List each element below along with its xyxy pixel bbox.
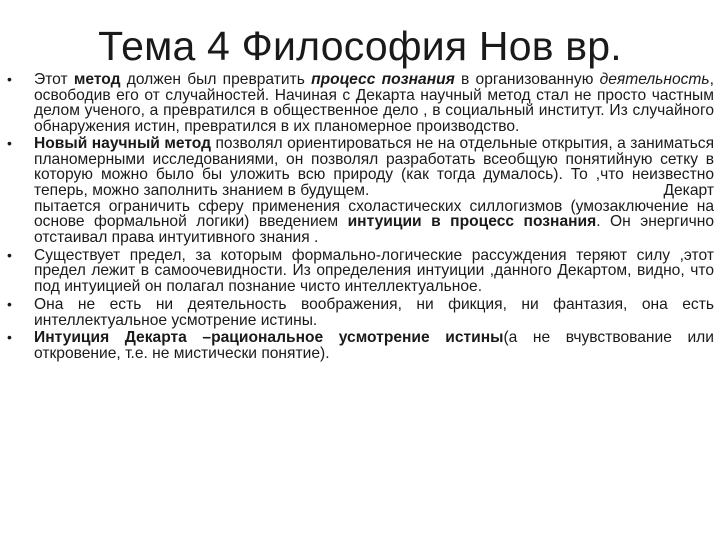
text-run: должен был превратить — [120, 71, 312, 88]
emphasis-activity: деятельность — [599, 71, 710, 88]
bullet-item-5 — [0, 330, 720, 361]
emphasis-intuition: интуиции в процесс познания — [347, 213, 597, 231]
bullet-marker: • — [7, 134, 12, 151]
bullet-item-1 — [0, 72, 720, 135]
bullet-item-3 — [0, 248, 720, 295]
text-run: (а не вчувствование или откровение, т.е. не мистически понятие). — [34, 329, 714, 362]
bullet-marker: • — [7, 329, 12, 346]
text-run: , освободив его от случайностей. Начиная с Декарта научный метод стал не просто частным делом ученого, а превратился в общественное дело , в социальный институт. Из случайного обнаружения истин, превратился в их планомерное производство. — [34, 71, 714, 136]
text-run: Этот — [34, 71, 74, 88]
text-run: позволял ориентироваться не на отдельные открытия, а заниматься планомерными исследованиями, он позволял разработать всеобщую понятийную сетку в которую можно было бы уложить всю природу (как тогда думалось). То ,что неизвестно теперь, можно заполнить знанием в будущем. — [34, 134, 715, 199]
text-run-descartes: Декарт — [663, 181, 714, 199]
bullet-marker: • — [7, 71, 12, 87]
text-run: . Он энергично отстаивал права интуитивного знания . — [34, 213, 714, 247]
text-run: в организованную — [454, 71, 600, 88]
bullet-list — [0, 72, 720, 362]
text-run: Существует предел, за которым формально-логические рассуждения теряют силу ,этот предел лежит в самоочевидности. Из определения интуиции ,данного Декартом, видно, что под интуицией он полагал познание чисто интеллектуальное. — [34, 246, 714, 296]
bullet-item-4 — [0, 297, 720, 328]
emphasis-descartes-intuition: Интуиция Декарта –рациональное усмотрение истины — [34, 329, 504, 347]
emphasis-new-method: Новый научный метод — [34, 134, 211, 152]
bullet-item-2 — [0, 136, 720, 246]
slide-title: Тема 4 Философия Нов вр. — [98, 23, 622, 69]
emphasis-method: метод — [73, 71, 121, 88]
emphasis-cognition-process: процесс познания — [311, 71, 455, 88]
bullet-marker: • — [7, 246, 12, 263]
text-run: Она не есть ни деятельность воображения, ни фикция, ни фантазия, она есть интеллектуальное усмотрение истины. — [34, 295, 714, 329]
bullet-marker: • — [7, 295, 12, 312]
text-run: пытается ограничить сферу применения схоластических силлогизмов (умозаключение на основе формальной логики) введением — [34, 197, 714, 231]
